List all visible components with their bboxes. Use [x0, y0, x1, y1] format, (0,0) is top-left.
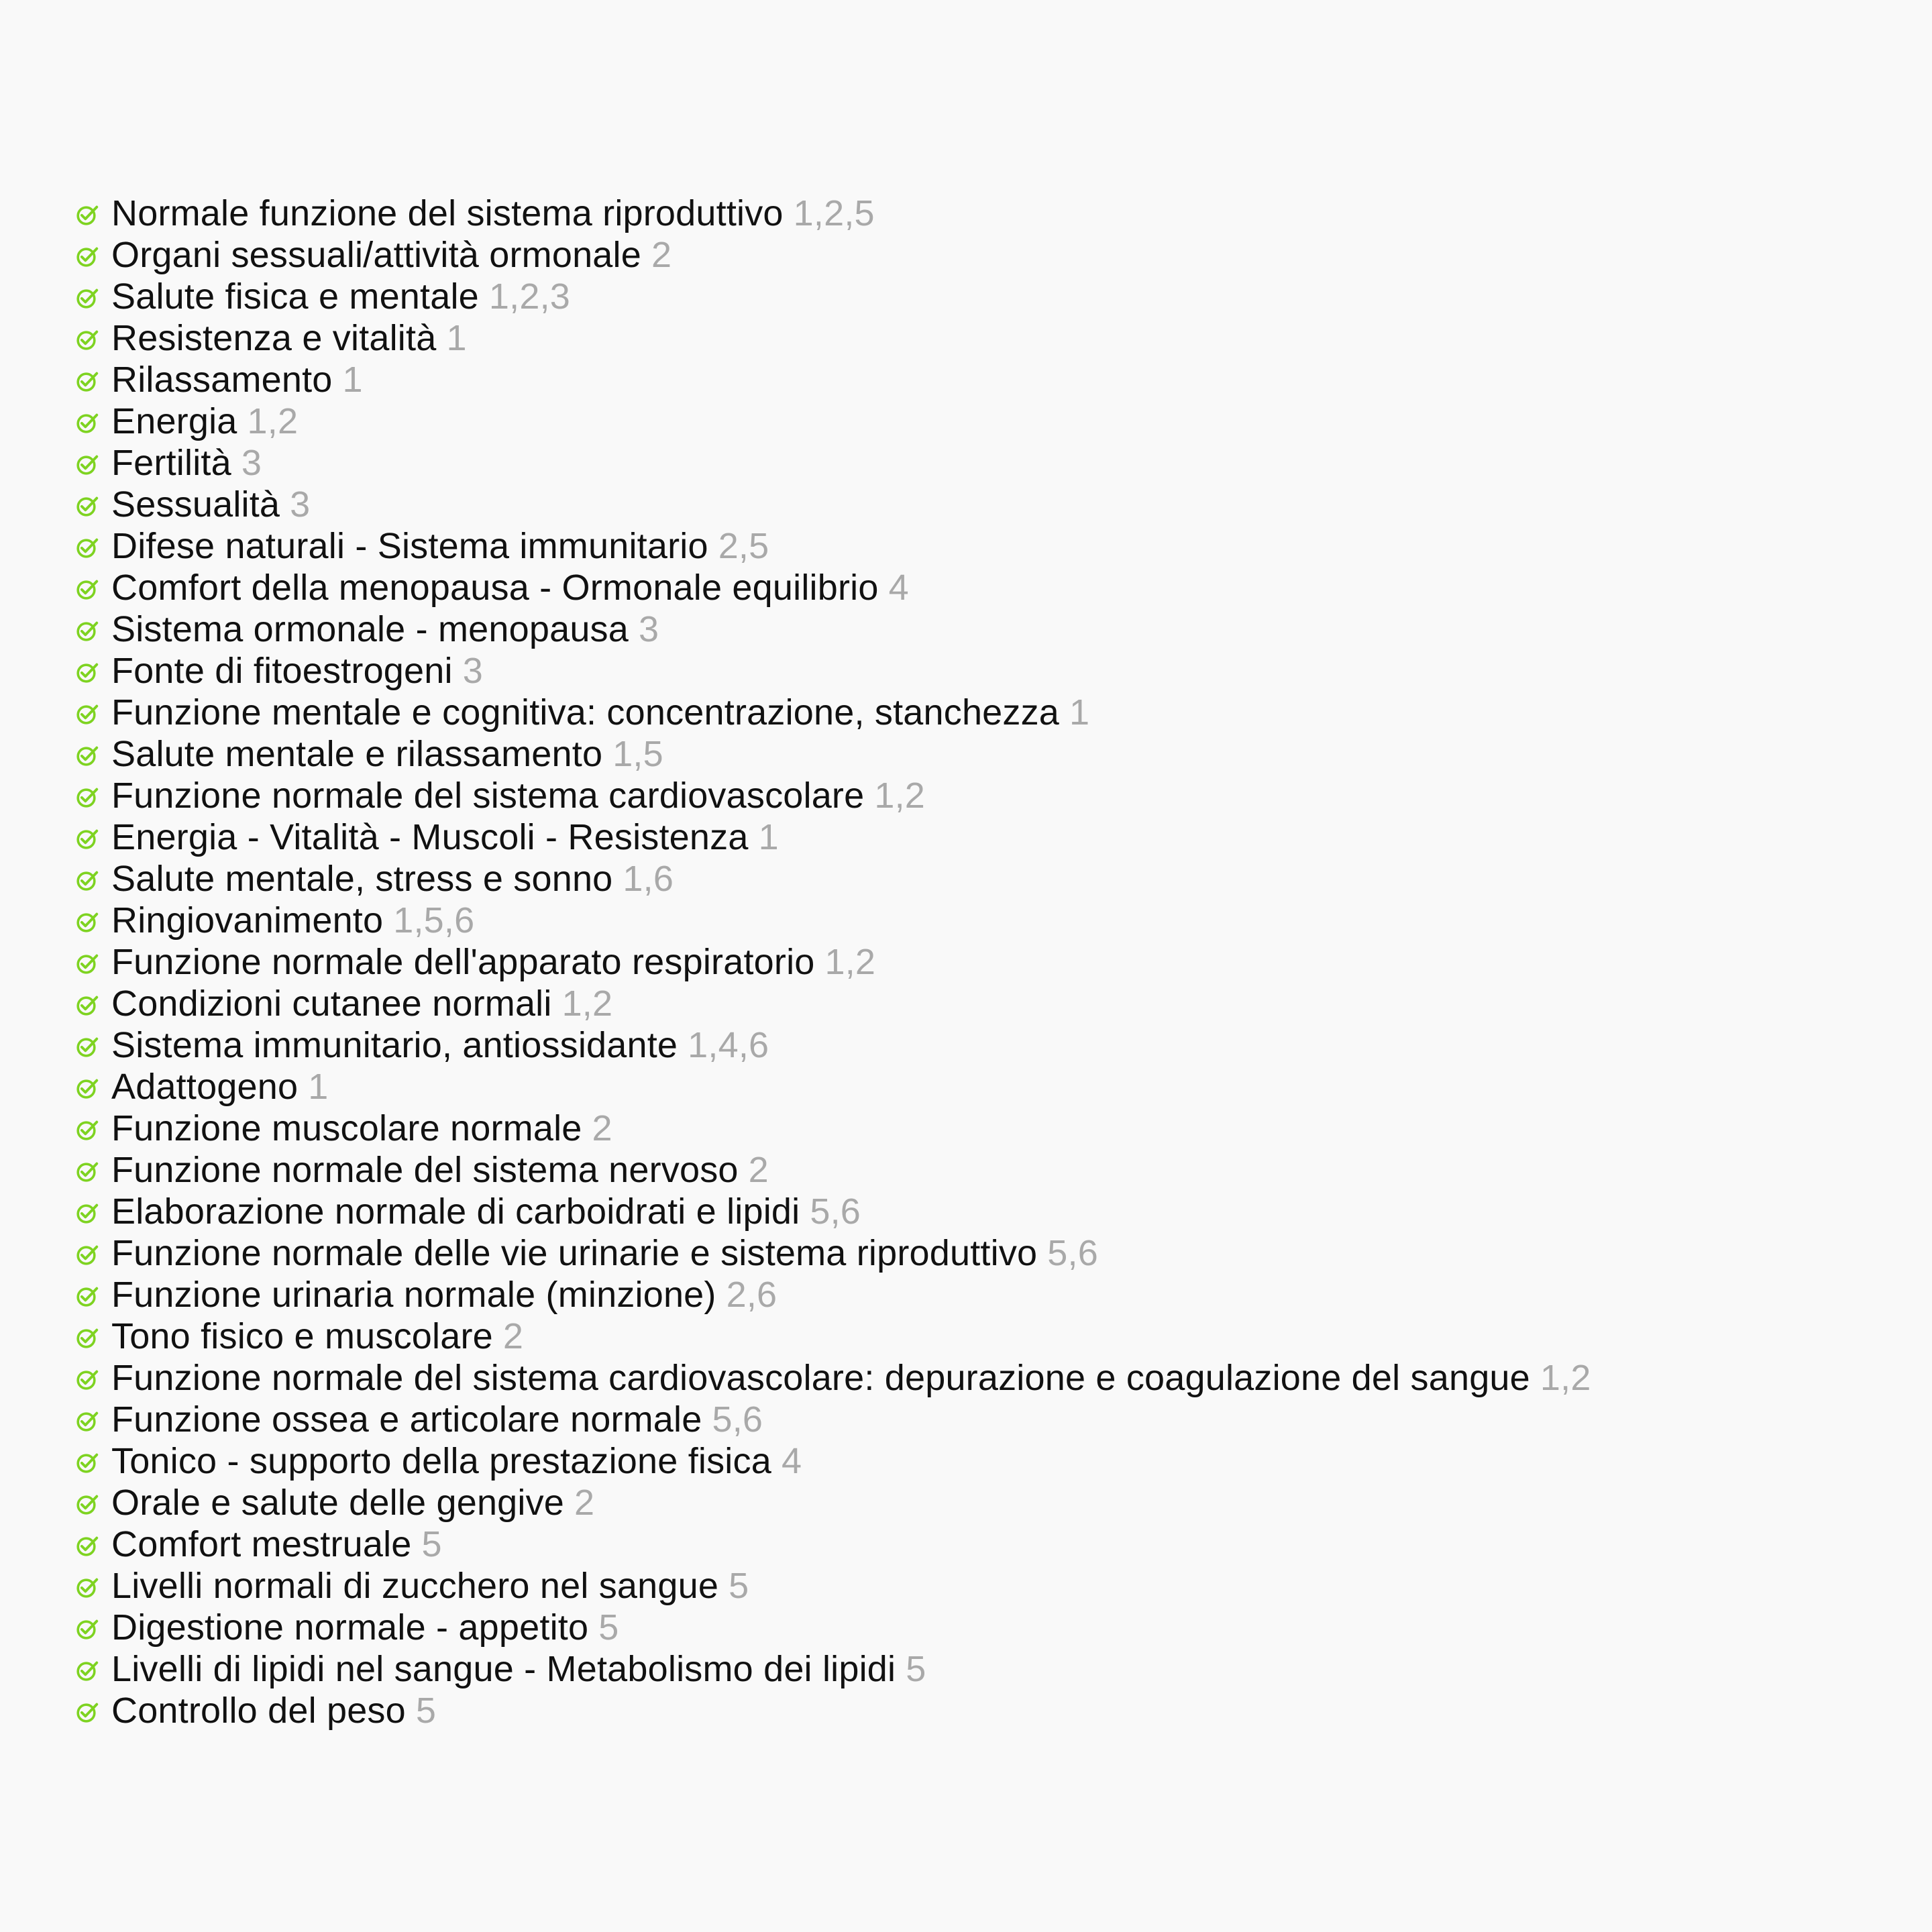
benefit-list — [75, 193, 1591, 1731]
benefit-refs: 5,6 — [712, 1399, 763, 1440]
list-item — [75, 900, 1591, 941]
list-item — [75, 733, 1591, 775]
list-item — [75, 1316, 1591, 1357]
list-item — [75, 193, 1591, 234]
benefit-label: Funzione normale del sistema cardiovascolare — [111, 775, 865, 816]
benefit-label: Digestione normale - appetito — [111, 1607, 589, 1648]
benefit-label: Sistema immunitario, antiossidante — [111, 1025, 678, 1065]
list-item — [75, 317, 1591, 359]
benefit-refs: 3 — [639, 609, 659, 649]
check-circle-icon — [75, 1409, 99, 1433]
benefit-label: Funzione urinaria normale (minzione) — [111, 1275, 716, 1315]
benefit-refs: 1,2 — [824, 942, 876, 982]
list-item — [75, 1066, 1591, 1108]
benefit-refs: 4 — [781, 1441, 802, 1481]
benefit-refs: 2 — [748, 1150, 769, 1190]
check-circle-icon — [75, 826, 99, 851]
list-item — [75, 1108, 1591, 1149]
benefit-refs: 1,2 — [874, 775, 926, 816]
benefit-label: Ringiovanimento — [111, 900, 384, 941]
check-circle-icon — [75, 1076, 99, 1100]
benefit-label: Funzione ossea e articolare normale — [111, 1399, 702, 1440]
list-item — [75, 400, 1591, 442]
benefit-refs: 1 — [308, 1067, 329, 1107]
benefit-label: Funzione normale del sistema cardiovascolare: depurazione e coagulazione del sangue — [111, 1358, 1530, 1398]
list-item — [75, 442, 1591, 484]
benefit-label: Rilassamento — [111, 360, 333, 400]
check-circle-icon — [75, 494, 99, 518]
benefit-label: Funzione muscolare normale — [111, 1108, 582, 1148]
list-item — [75, 775, 1591, 816]
check-circle-icon — [75, 286, 99, 310]
benefit-label: Resistenza e vitalità — [111, 318, 437, 358]
list-item — [75, 816, 1591, 858]
benefit-refs: 4 — [888, 568, 909, 608]
list-item — [75, 1690, 1591, 1731]
benefit-label: Adattogeno — [111, 1067, 299, 1107]
check-circle-icon — [75, 1034, 99, 1059]
benefit-refs: 1,6 — [623, 859, 674, 899]
check-circle-icon — [75, 1658, 99, 1682]
benefit-refs: 3 — [290, 484, 311, 525]
benefit-label: Salute mentale e rilassamento — [111, 734, 603, 774]
list-item — [75, 567, 1591, 608]
benefit-label: Orale e salute delle gengive — [111, 1483, 565, 1523]
check-circle-icon — [75, 702, 99, 726]
benefit-label: Energia — [111, 401, 237, 441]
check-circle-icon — [75, 244, 99, 268]
check-circle-icon — [75, 1367, 99, 1391]
benefit-refs: 5 — [906, 1649, 926, 1689]
check-circle-icon — [75, 1201, 99, 1225]
benefit-label: Difese naturali - Sistema immunitario — [111, 526, 708, 566]
check-circle-icon — [75, 327, 99, 352]
list-item — [75, 608, 1591, 650]
benefit-refs: 1 — [342, 360, 363, 400]
benefit-label: Tonico - supporto della prestazione fisica — [111, 1441, 771, 1481]
check-circle-icon — [75, 619, 99, 643]
check-circle-icon — [75, 535, 99, 559]
benefit-refs: 3 — [241, 443, 262, 483]
benefit-label: Livelli di lipidi nel sangue - Metabolismo dei lipidi — [111, 1649, 896, 1689]
benefit-label: Controllo del peso — [111, 1690, 406, 1731]
check-circle-icon — [75, 1450, 99, 1474]
check-circle-icon — [75, 203, 99, 227]
benefit-refs: 2 — [574, 1483, 595, 1523]
benefit-refs: 5 — [598, 1607, 619, 1648]
check-circle-icon — [75, 1242, 99, 1267]
list-item — [75, 692, 1591, 733]
list-item — [75, 1565, 1591, 1607]
check-circle-icon — [75, 743, 99, 767]
list-item — [75, 858, 1591, 900]
check-circle-icon — [75, 411, 99, 435]
benefit-refs: 2 — [502, 1316, 524, 1356]
list-item — [75, 1440, 1591, 1482]
check-circle-icon — [75, 577, 99, 601]
benefit-refs: 2 — [592, 1108, 612, 1148]
list-item — [75, 941, 1591, 983]
list-item — [75, 1523, 1591, 1565]
benefit-label: Funzione normale dell'apparato respiratorio — [111, 942, 815, 982]
list-item — [75, 1232, 1591, 1274]
benefit-refs: 1 — [1069, 692, 1090, 733]
list-item — [75, 1149, 1591, 1191]
benefit-label: Fertilità — [111, 443, 231, 483]
benefit-refs: 1 — [446, 318, 467, 358]
list-item — [75, 1024, 1591, 1066]
benefit-label: Condizioni cutanee normali — [111, 983, 552, 1024]
benefit-label: Funzione normale del sistema nervoso — [111, 1150, 739, 1190]
benefit-refs: 1,2,5 — [793, 193, 875, 233]
list-item — [75, 234, 1591, 276]
list-item — [75, 1357, 1591, 1399]
list-item — [75, 983, 1591, 1024]
benefit-label: Normale funzione del sistema riproduttivo — [111, 193, 784, 233]
benefit-refs: 1,2 — [247, 401, 299, 441]
benefit-refs: 1 — [758, 817, 779, 857]
benefit-refs: 5 — [729, 1566, 749, 1606]
check-circle-icon — [75, 951, 99, 975]
benefit-label: Sistema ormonale - menopausa — [111, 609, 629, 649]
benefit-label: Salute fisica e mentale — [111, 276, 479, 317]
benefit-refs: 2 — [651, 235, 672, 275]
list-item — [75, 1607, 1591, 1648]
benefit-refs: 5 — [421, 1524, 442, 1564]
benefit-refs: 1,4,6 — [688, 1025, 769, 1065]
benefit-label: Funzione normale delle vie urinarie e sistema riproduttivo — [111, 1233, 1038, 1273]
check-circle-icon — [75, 1534, 99, 1558]
check-circle-icon — [75, 1617, 99, 1641]
check-circle-icon — [75, 910, 99, 934]
check-circle-icon — [75, 1575, 99, 1599]
list-item — [75, 276, 1591, 317]
benefit-refs: 1,2 — [561, 983, 613, 1024]
list-item — [75, 484, 1591, 525]
benefit-refs: 3 — [462, 651, 483, 691]
benefit-refs: 1,2,3 — [488, 276, 571, 317]
benefit-label: Fonte di fitoestrogeni — [111, 651, 453, 691]
benefit-label: Tono fisico e muscolare — [111, 1316, 493, 1356]
benefit-refs: 1,2 — [1540, 1358, 1591, 1398]
check-circle-icon — [75, 785, 99, 809]
benefit-label: Energia - Vitalità - Muscoli - Resistenza — [111, 817, 749, 857]
check-circle-icon — [75, 868, 99, 892]
benefit-label: Elaborazione normale di carboidrati e lipidi — [111, 1191, 800, 1232]
benefit-label: Livelli normali di zucchero nel sangue — [111, 1566, 719, 1606]
benefit-label: Funzione mentale e cognitiva: concentrazione, stanchezza — [111, 692, 1060, 733]
benefit-label: Comfort della menopausa - Ormonale equilibrio — [111, 568, 879, 608]
list-item — [75, 1274, 1591, 1316]
check-circle-icon — [75, 660, 99, 684]
benefit-label: Salute mentale, stress e sonno — [111, 859, 613, 899]
check-circle-icon — [75, 452, 99, 476]
list-item — [75, 650, 1591, 692]
benefit-refs: 1,5,6 — [393, 900, 475, 941]
check-circle-icon — [75, 993, 99, 1017]
check-circle-icon — [75, 369, 99, 393]
check-circle-icon — [75, 1326, 99, 1350]
check-circle-icon — [75, 1284, 99, 1308]
list-item — [75, 1399, 1591, 1440]
list-item — [75, 525, 1591, 567]
list-item — [75, 1648, 1591, 1690]
benefit-refs: 1,5 — [612, 734, 663, 774]
benefit-label: Sessualità — [111, 484, 280, 525]
benefit-refs: 2,5 — [718, 526, 769, 566]
list-item — [75, 1191, 1591, 1232]
check-circle-icon — [75, 1700, 99, 1724]
check-circle-icon — [75, 1492, 99, 1516]
benefit-label: Comfort mestruale — [111, 1524, 412, 1564]
benefit-refs: 5,6 — [810, 1191, 861, 1232]
check-circle-icon — [75, 1159, 99, 1183]
list-item — [75, 1482, 1591, 1523]
benefit-refs: 5,6 — [1047, 1233, 1098, 1273]
benefit-refs: 5 — [415, 1690, 437, 1731]
check-circle-icon — [75, 1118, 99, 1142]
benefit-refs: 2,6 — [726, 1275, 777, 1315]
list-item — [75, 359, 1591, 400]
benefit-label: Organi sessuali/attività ormonale — [111, 235, 641, 275]
